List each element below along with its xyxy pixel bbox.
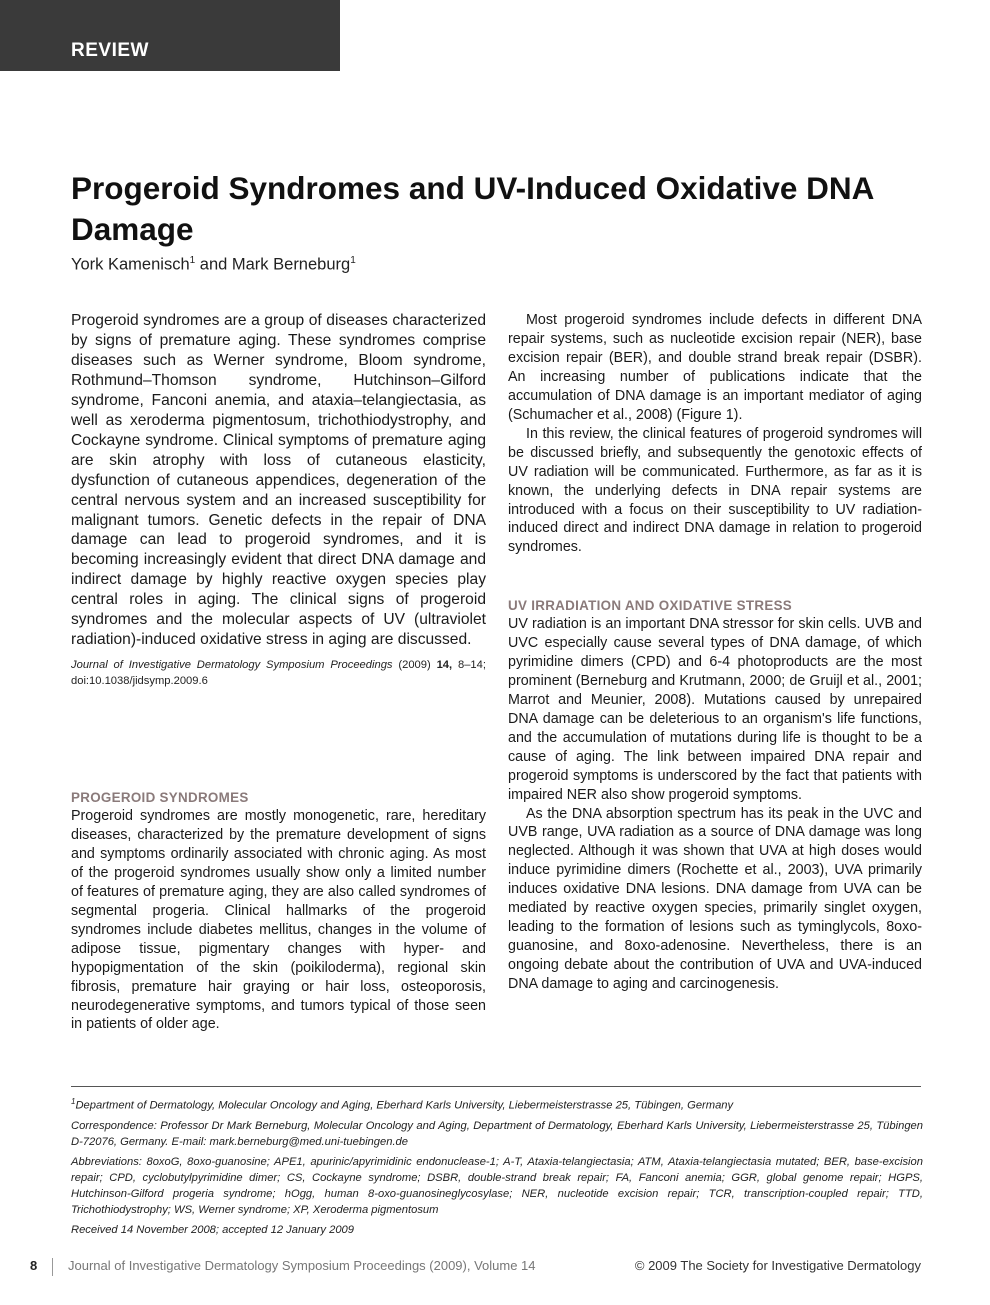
affiliation-marker: 1 [189,255,196,266]
section-paragraph: UV radiation is an important DNA stressor for skin cells. UVB and UVC especially cause several types of DNA damage, of which pyrimidine dimers (CPD) and 6-4 photoproducts are the most prominent (Berneburg and Krutmann, 2000; de Gruijl et al., 2001; Marrot and Meunier, 2008). Mutations caused by unrepaired DNA damage can be deleterious to an organism's life functions, and the accumulation of mutations during life is thought to be a cause of aging. The link between impaired DNA repair and progeroid symptoms is underscored by the fact that patients with impaired NER also show progeroid symptoms. [508,616,922,803]
section-header-bar [0,0,340,71]
intro-block [508,311,922,557]
affiliation-marker: 1 [350,255,356,266]
intro-paragraph: In this review, the clinical features of progeroid syndromes will be discussed briefly, and subsequently the genotoxic effects of UV radiation will be communicated. Furthermore, as far as it is known, the underlying defects in DNA repair systems are introduced with a focus on their susceptibility to UV radiation-induced direct and indirect DNA damage in relation to progeroid syndromes. [508,425,922,556]
page-footer [0,1258,990,1278]
section-uv [508,597,922,994]
footer-journal: Journal of Investigative Dermatology Symposium Proceedings (2009), Volume 14 [68,1258,536,1273]
page-number: 8 [30,1258,38,1273]
citation-year: (2009) [392,659,437,672]
author-line [71,255,356,275]
footnotes [71,1094,923,1242]
citation-journal: Journal of Investigative Dermatology Symposium Proceedings [71,659,393,672]
citation [71,657,486,689]
section-paragraph: As the DNA absorption spectrum has its peak in the UVC and UVB range, UVA radiation as a source of DNA damage was long neglected. Although it was shown that UVA at high doses would induce pyrimidine dimers (Rochette et al., 2003), UVA primarily induces oxidative DNA lesions. DNA damage from UVA can be mediated by reactive oxygen species, primarily singlet oxygen, leading to the formation of lesions such as tyminglycols, 8oxo-guanosine, and 8oxo-adenosine. Nevertheless, there is an ongoing debate about the contribution of UVA and UVA-induced DNA damage to aging and carcinogenesis. [508,805,922,993]
section-label: REVIEW [71,40,149,61]
section-heading: PROGEROID SYNDROMES [71,790,249,805]
abstract-block [71,311,486,689]
correspondence-footnote: Correspondence: Professor Dr Mark Berneburg, Molecular Oncology and Aging, Department of Dermatology, Eberhard Karls University, Liebermeisterstrasse 25, Tübingen D-72076, Germany. E-mail: mark.berneburg@med.uni-tuebingen.de [71,1119,923,1148]
section-paragraph: Progeroid syndromes are mostly monogenetic, rare, hereditary diseases, characterized by the premature development of signs and symptoms ordinarily associated with chronic aging. As most of the progeroid syndromes usually show only a limited number of features of premature aging, they are also called syndromes of segmental progeria. Clinical hallmarks of the progeroid syndromes include diabetes mellitus, changes in the volume of adipose tissue, pigmentary changes with hyper- and hypopigmentation of the skin (poikiloderma), regional skin fibrosis, premature hair graying or hair loss, osteoporosis, neurodegenerative symptoms, and tumors typical of those seen in patients of older age. [71,808,486,1033]
citation-volume: 14, [436,659,453,672]
section-heading: UV IRRADIATION AND OXIDATIVE STRESS [508,598,793,613]
footer-copyright: © 2009 The Society for Investigative Dermatology [634,1258,921,1273]
footer-divider [52,1258,53,1276]
affiliation-text: Department of Dermatology, Molecular Oncology and Aging, Eberhard Karls University, Liebermeisterstrasse 25, Tübingen, Germany [75,1099,734,1112]
article-title: Progeroid Syndromes and UV-Induced Oxidative DNA Damage [71,170,874,247]
author-name: and Mark Berneburg [195,255,351,274]
abstract-text: Progeroid syndromes are a group of diseases characterized by signs of premature aging. These syndromes comprise diseases such as Werner syndrome, Bloom syndrome, Rothmund–Thomson syndrome, Hutchinson–Gilford syndrome, Fanconi anemia, and ataxia–telangiectasia, as well as xeroderma pigmentosum, trichothiodystrophy, and Cockayne syndrome. Clinical symptoms of premature aging are skin atrophy with loss of cutaneous elasticity, dysfunction of cutaneous appendices, degeneration of the central nervous system and an increased susceptibility for malignant tumors. Genetic defects in the repair of DNA damage can lead to progeroid syndromes, and it is becoming increasingly evident that direct DNA damage and indirect damage by highly reactive oxygen species play central roles in aging. The clinical signs of progeroid syndromes and the molecular aspects of UV (ultraviolet radiation)-induced oxidative stress in aging are discussed. [71,312,486,649]
abbreviations-footnote: Abbreviations: 8oxoG, 8oxo-guanosine; APE1, apurinic/apyrimidinic endonuclease-1; A-T, Ataxia-telangiectasia; ATM, Ataxia-telangiectasia mutated; BER, base-excision repair; CPD, cyclobutylpyrimidine dimer; CS, Cockayne syndrome; DSBR, double-strand break repair; FA, Fanconi anemia; GGR, global genome repair; HGPS, Hutchinson-Gilford progeria syndrome; hOgg, human 8-oxo-guanosineglycosylase; NER, nucleotide excision repair; TCR, transcription-coupled repair; TTD, Trichothiodystrophy; WS, Werner syndrome; XP, Xeroderma pigmentosum [71,1155,923,1216]
footnote-divider [71,1086,921,1087]
author-name: York Kamenisch [71,255,190,274]
received-footnote: Received 14 November 2008; accepted 12 January 2009 [71,1223,354,1236]
intro-paragraph: Most progeroid syndromes include defects in different DNA repair systems, such as nucleotide excision repair (NER), base excision repair (BER), and double strand break repair (DSBR). An increasing number of publications indicate that the accumulation of DNA damage is an important mediator of aging (Schumacher et al., 2008) (Figure 1). [508,312,922,423]
section-progeroid [71,789,486,1034]
citation-pages-doi: 8–14; doi:10.1038/jidsymp.2009.6 [71,659,486,688]
affiliation-footnote [71,1094,923,1114]
affiliation-marker: 1 [71,1097,76,1106]
